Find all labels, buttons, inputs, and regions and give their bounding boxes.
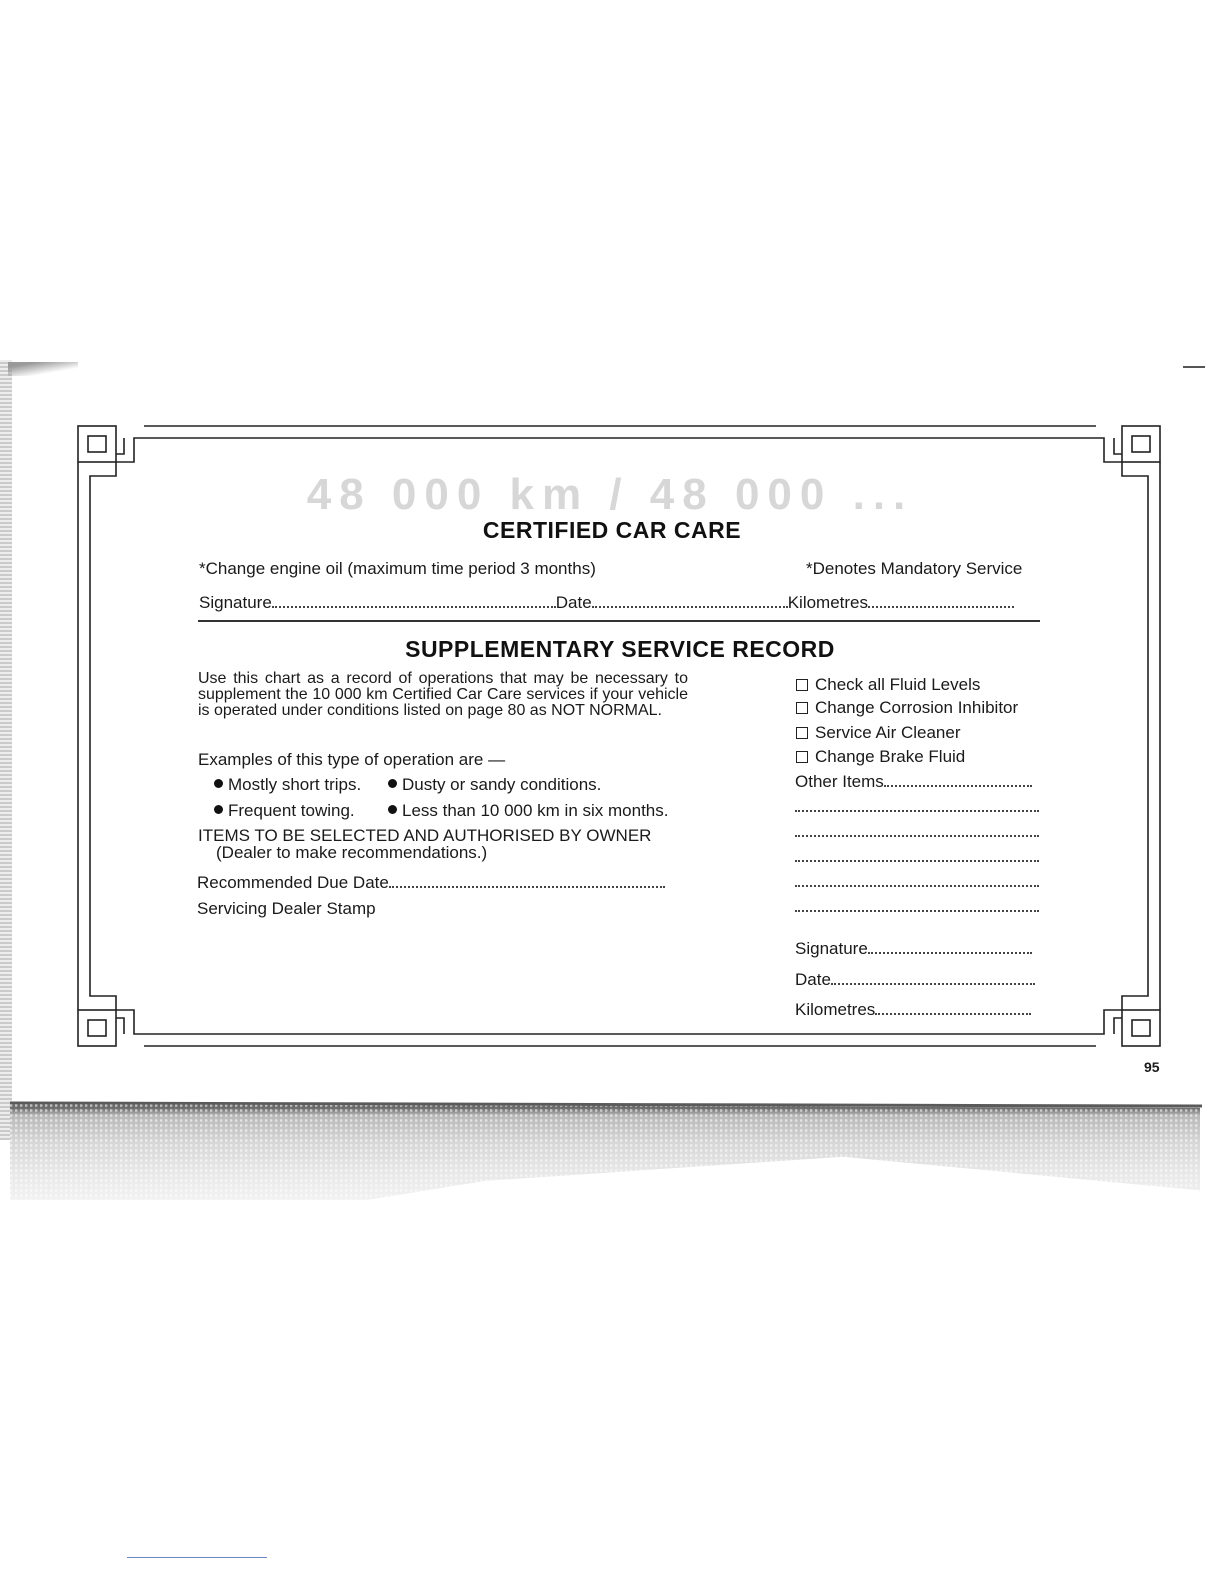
checklist-item: Check all Fluid Levels [796,675,980,695]
checklist-item: Service Air Cleaner [796,723,961,743]
blank-line [795,823,1039,842]
bullet-icon [388,779,397,788]
scan-bottom-shadow [10,1104,1200,1200]
signature-dotted-line [868,940,1032,954]
date-label: Date [555,593,592,612]
bullet-item: Frequent towing. [214,801,355,821]
signature-dotted-line [272,594,556,608]
items-heading: ITEMS TO BE SELECTED AND AUTHORISED BY OWNER [198,826,652,845]
dealer-stamp-label: Servicing Dealer Stamp [197,899,376,918]
certified-car-care-title: CERTIFIED CAR CARE [482,517,742,543]
bullet-icon [214,779,223,788]
date-dotted-line [831,971,1035,985]
scan-edge-shadow [0,360,12,1140]
date-dotted-line [592,594,788,608]
checkbox[interactable] [796,702,808,714]
instructions-paragraph: Use this chart as a record of operations that may be necessary to supplement the 10 000 km Certified Car Care services if your vehicle is operated under conditions listed on page 80 as NOT NORMAL. [198,670,688,719]
scan-mark [1183,366,1205,368]
margin-line [127,1557,267,1558]
due-date-dotted-line [389,874,665,888]
scan-corner-shadow [8,362,78,376]
page-number: 95 [1144,1059,1160,1075]
checkbox[interactable] [796,727,808,739]
blank-line [795,898,1039,917]
kilometres-dotted-line [868,594,1014,608]
other-items-field: Other Items [795,772,1032,792]
blank-line [795,798,1039,817]
supplementary-record-title: SUPPLEMENTARY SERVICE RECORD [405,636,835,662]
supplementary-signature-field: Signature [795,939,1032,959]
faded-mileage-heading: 48 000 km / 48 000 ... [306,470,914,519]
bullet-item: Mostly short trips. [214,775,361,795]
other-items-dotted-line [884,773,1032,787]
kilometres-dotted-line [875,1001,1031,1015]
bullet-icon [388,805,397,814]
supplementary-kilometres-field: Kilometres [795,1000,1031,1020]
items-subheading: (Dealer to make recommendations.) [216,843,488,862]
blank-line [795,873,1039,892]
section-divider [198,620,1040,622]
checklist-item: Change Brake Fluid [796,747,965,767]
certified-signature-field [199,593,1014,613]
signature-label: Signature [199,593,272,612]
mandatory-service-note: *Denotes Mandatory Service [806,559,1023,578]
supplementary-date-field: Date [795,970,1035,990]
blank-line [795,848,1039,867]
recommended-due-date-field: Recommended Due Date [197,873,665,893]
kilometres-label: Kilometres [787,593,869,612]
bullet-icon [214,805,223,814]
bullet-item: Less than 10 000 km in six months. [388,801,668,821]
bullet-item: Dusty or sandy conditions. [388,775,601,795]
oil-change-note: *Change engine oil (maximum time period 3 months) [199,559,596,578]
examples-label: Examples of this type of operation are — [198,750,506,769]
checkbox[interactable] [796,751,808,763]
checkbox[interactable] [796,679,808,691]
checklist-item: Change Corrosion Inhibitor [796,698,1018,718]
